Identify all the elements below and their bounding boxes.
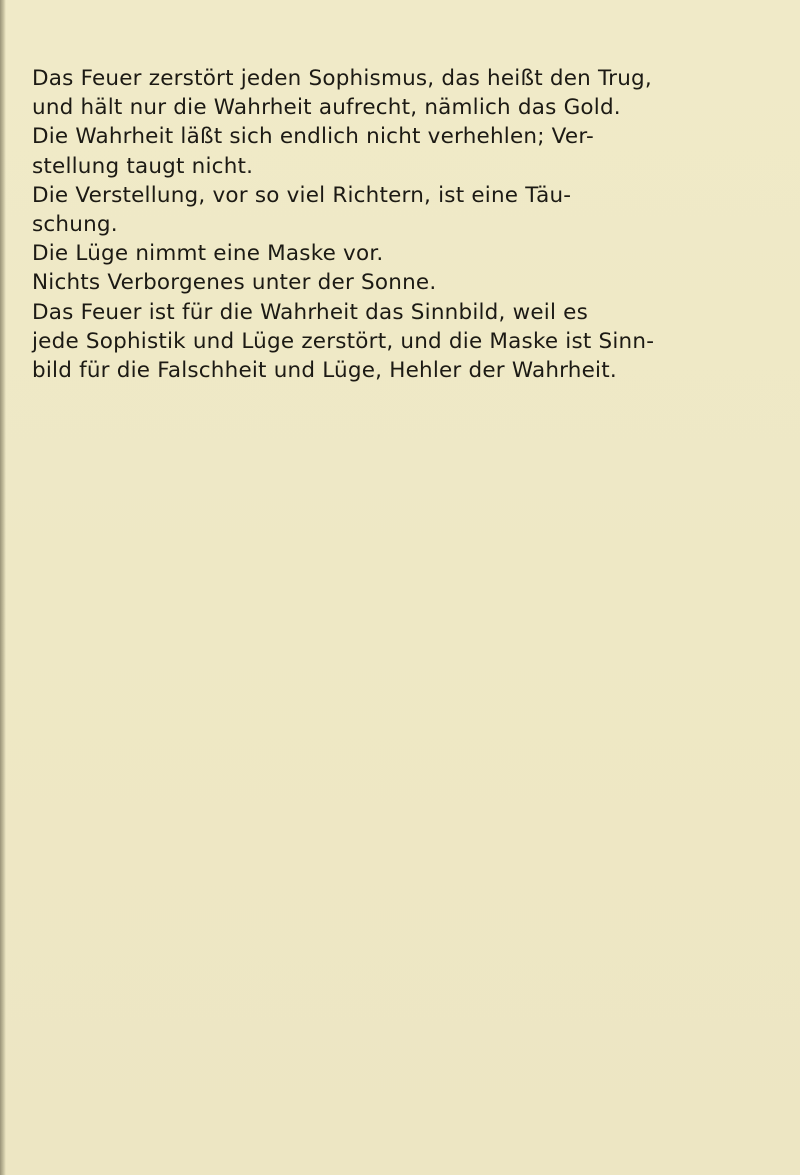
text-line: Die Wahrheit läßt sich endlich nicht verhehlen; Ver- [32, 124, 594, 150]
text-line: und hält nur die Wahrheit aufrecht, nämlich das Gold. [32, 95, 621, 121]
text-line: Die Lüge nimmt eine Maske vor. [32, 241, 384, 267]
text-line: jede Sophistik und Lüge zerstört, und die Maske ist Sinn- [32, 328, 655, 354]
text-line: bild für die Falschheit und Lüge, Hehler der Wahrheit. [32, 357, 617, 383]
text-line: Nichts Verborgenes unter der Sonne. [32, 270, 437, 296]
text-line: Das Feuer zerstört jeden Sophismus, das heißt den Trug, [32, 66, 652, 91]
text-line: schung. [32, 211, 118, 237]
text-line: Die Verstellung, vor so viel Richtern, ist eine Täu- [32, 182, 572, 208]
text-line: stellung taugt nicht. [32, 153, 254, 179]
page-binding-edge [0, 0, 6, 1175]
text-line: Das Feuer ist für die Wahrheit das Sinnbild, weil es [32, 299, 589, 325]
body-text [32, 64, 792, 385]
